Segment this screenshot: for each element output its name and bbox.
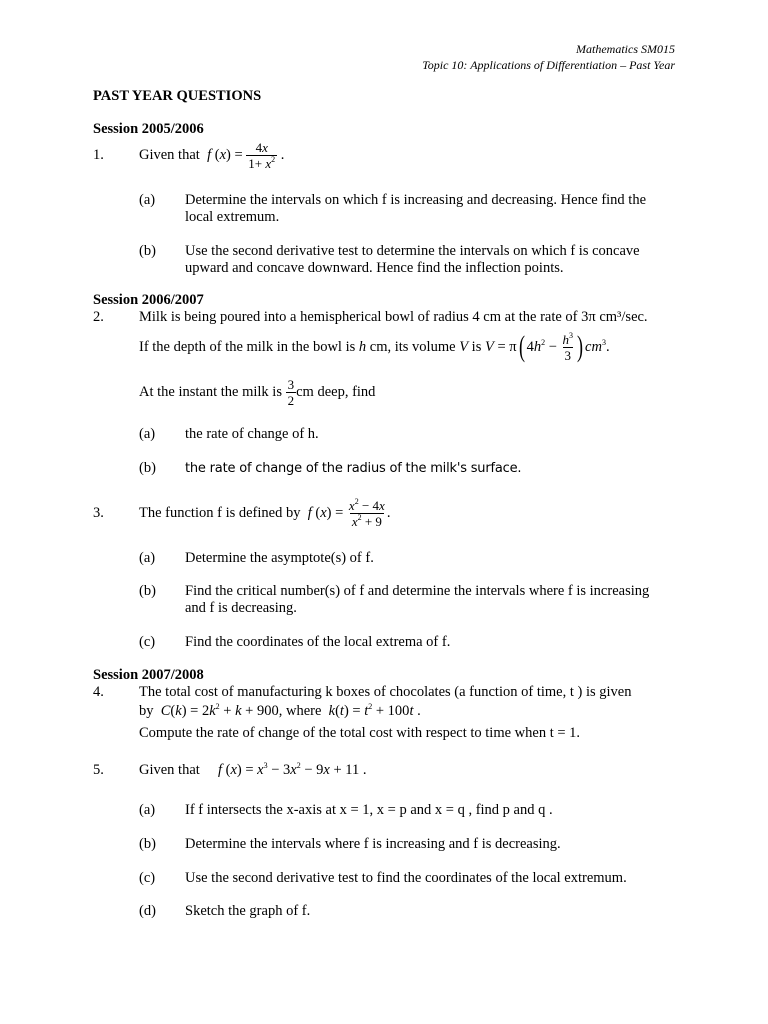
question-number: 1.: [93, 147, 104, 163]
question-stem: Milk is being poured into a hemispherical bowl of radius 4 cm at the rate of 3π cm³/sec.: [139, 309, 648, 325]
stem-text: Given that: [139, 146, 200, 163]
part-label: (b): [139, 243, 156, 259]
session-heading: Session 2007/2008: [93, 667, 204, 683]
equation: $C(k) = 2k^2 + k + 900$: [160, 702, 279, 719]
part-label: (b): [139, 583, 156, 599]
page-title: PAST YEAR QUESTIONS: [93, 88, 262, 104]
equation: f (x) = $\frac{4x}{1+ x^2}$ .: [207, 139, 285, 171]
part-label: (b): [139, 836, 156, 852]
part-label: (a): [139, 192, 156, 208]
question-number: 2.: [93, 309, 104, 325]
part-text: Use the second derivative test to find the coordinates of the local extremum.: [185, 870, 627, 886]
question-stem-line2: by $C(k) = 2k^2 + k + 900$, where $k(t) = t^2 + 100t$ .: [139, 702, 421, 719]
session-heading: Session 2005/2006: [93, 121, 204, 137]
question-number: 3.: [93, 505, 104, 521]
part-label: (a): [139, 550, 156, 566]
equation: f $(x) = x^3 - 3x^2 - 9x + 11$ .: [217, 761, 367, 778]
question-stem: [139, 138, 284, 172]
part-label: (a): [139, 802, 156, 818]
session-heading: Session 2006/2007: [93, 292, 204, 308]
part-text: Use the second derivative test to determine the intervals on which f is concave upward and concave downward. Hence find the inflection points.: [185, 243, 640, 276]
equation: V = π( $4h^2$ − $\frac{h^3}{3}$ ) $cm^3$.: [484, 330, 610, 363]
question-number: 5.: [93, 762, 104, 778]
part-text: Determine the asymptote(s) of f.: [185, 550, 374, 566]
part-label: (c): [139, 634, 156, 650]
question-number: 4.: [93, 684, 104, 700]
part-label: (b): [139, 460, 156, 476]
question-stem: The function f is defined by f (x) = $\frac{x^2 - 4x}{x^2 + 9}$ .: [139, 496, 391, 529]
part-text: Determine the intervals on which f is increasing and decreasing. Hence find the local extremum.: [185, 192, 647, 225]
part-text: Sketch the graph of f.: [185, 903, 311, 919]
question-stem: The total cost of manufacturing k boxes of chocolates (a function of time, t ) is given: [139, 684, 632, 700]
fraction: $\frac{3}{2}$: [287, 376, 295, 408]
part-label: (c): [139, 870, 156, 886]
part-text: If f intersects the x-axis at x = 1, x = p and x = q , find p and q .: [185, 802, 553, 818]
equation: f (x) = $\frac{x^2 - 4x}{x^2 + 9}$ .: [307, 496, 391, 529]
part-text: the rate of change of h.: [185, 426, 319, 442]
question-stem-line3: At the instant the milk is $\frac{3}{2}$ cm deep, find: [139, 376, 376, 408]
equation: $k(t) = t^2 + 100t$ .: [328, 702, 421, 719]
question-stem-line2: If the depth of the milk in the bowl is h cm, its volume V is V = π( $4h^2$ − $\frac{h^3}{3}$ ) $cm^3$.: [139, 330, 610, 363]
question-stem-line3: Compute the rate of change of the total cost with respect to time when t = 1.: [139, 725, 581, 741]
part-text: Determine the intervals where f is increasing and f is decreasing.: [185, 836, 561, 852]
part-text: Find the coordinates of the local extrema of f.: [185, 634, 451, 650]
part-text: Find the critical number(s) of f and determine the intervals where f is increasing and f is decreasing.: [185, 583, 650, 616]
part-label: (a): [139, 426, 156, 442]
question-stem: Given that f $(x) = x^3 - 3x^2 - 9x + 11$ .: [139, 761, 367, 778]
part-label: (d): [139, 903, 156, 919]
header-course: Mathematics SM015: [576, 42, 675, 56]
part-text: the rate of change of the radius of the milk's surface.: [185, 461, 522, 476]
header-topic: Topic 10: Applications of Differentiation – Past Year: [422, 58, 675, 72]
